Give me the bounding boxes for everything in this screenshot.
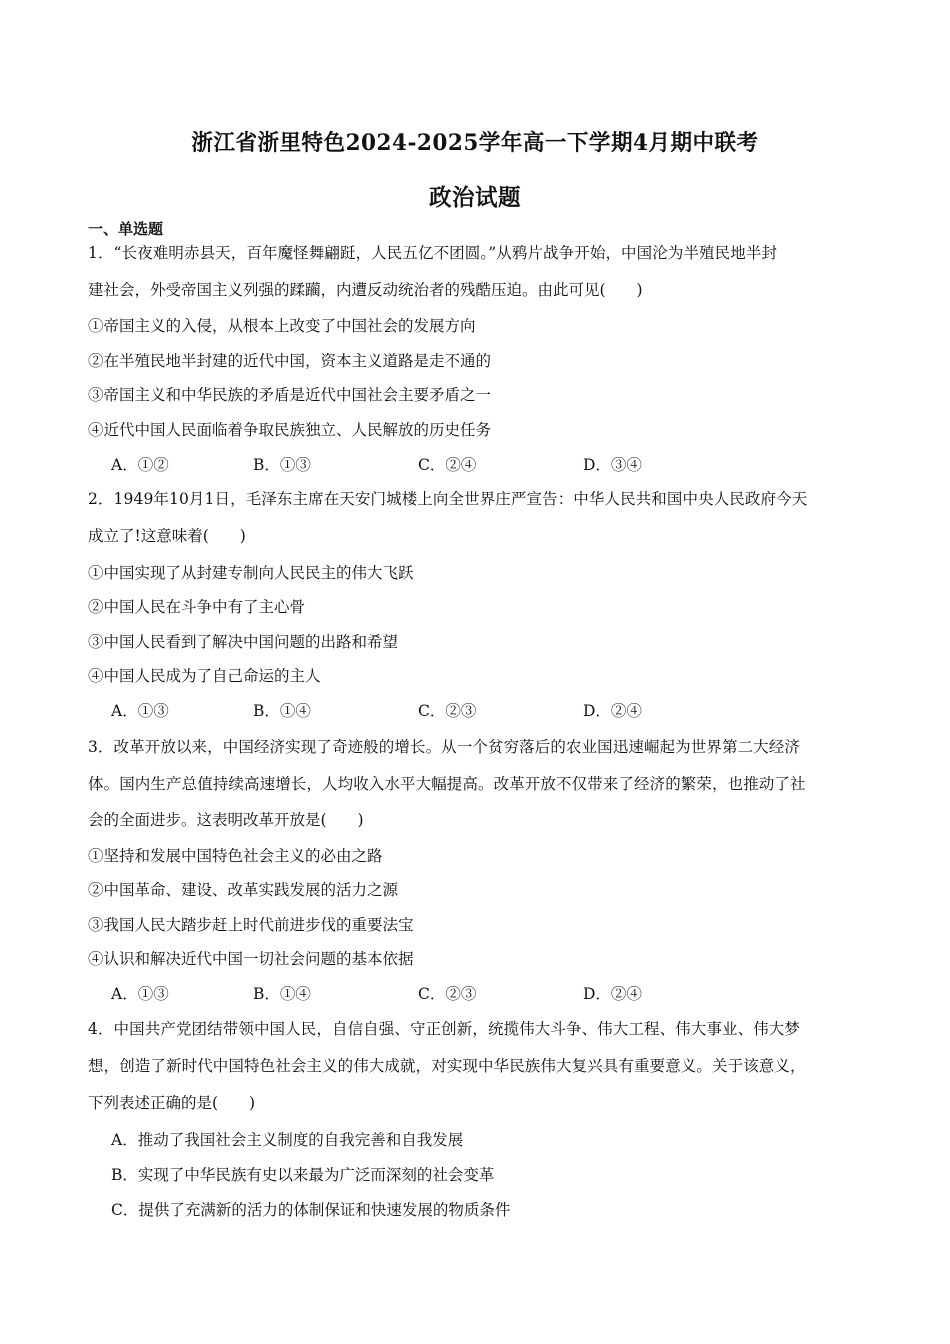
question-stem-line: 体。国内生产总值持续高速增长，人均收入水平大幅提高。改革开放不仅带来了经济的繁荣，也推动了社 — [88, 775, 806, 793]
choice-c: C．②③ — [418, 702, 477, 720]
question-stem-line: 会的全面进步。这表明改革开放是( ) — [88, 811, 364, 829]
statement: ①中国实现了从封建专制向人民民主的伟大飞跃 — [88, 564, 414, 582]
choice-a: A．①③ — [111, 702, 169, 720]
option-c: C．提供了充满新的活力的体制保证和快速发展的物质条件 — [111, 1201, 511, 1219]
statement: ②中国革命、建设、改革实践发展的活力之源 — [88, 881, 399, 899]
choice-b: B．①④ — [253, 702, 311, 720]
statement: ④近代中国人民面临着争取民族独立、人民解放的历史任务 — [88, 421, 492, 439]
exam-title: 浙江省浙里特色2024-2025学年高一下学期4月期中联考 — [191, 130, 759, 156]
question-stem-line: 2．1949年10月1日，毛泽东主席在天安门城楼上向全世界庄严宣告：中华人民共和国中央人民政府今天 — [88, 490, 808, 508]
choice-b: B．①④ — [253, 985, 311, 1003]
statement: ①帝国主义的入侵，从根本上改变了中国社会的发展方向 — [88, 317, 476, 335]
choice-c: C．②③ — [418, 985, 477, 1003]
exam-subtitle: 政治试题 — [428, 184, 522, 211]
choice-d: D．②④ — [583, 985, 642, 1003]
question-stem-line: 下列表述正确的是( ) — [88, 1094, 256, 1112]
statement: ③中国人民看到了解决中国问题的出路和希望 — [88, 633, 399, 651]
statement: ②中国人民在斗争中有了主心骨 — [88, 598, 306, 616]
option-a: A．推动了我国社会主义制度的自我完善和自我发展 — [111, 1131, 464, 1149]
statement: ③帝国主义和中华民族的矛盾是近代中国社会主要矛盾之一 — [88, 386, 492, 404]
statement: ①坚持和发展中国特色社会主义的必由之路 — [88, 847, 383, 865]
option-b: B．实现了中华民族有史以来最为广泛而深刻的社会变革 — [111, 1166, 495, 1184]
question-stem-line: 4．中国共产党团结带领中国人民，自信自强、守正创新，统揽伟大斗争、伟大工程、伟大事业、伟大梦 — [88, 1020, 800, 1038]
section-label: 一、单选题 — [88, 220, 164, 238]
statement: ②在半殖民地半封建的近代中国，资本主义道路是走不通的 — [88, 352, 492, 370]
choice-a: A．①② — [111, 456, 169, 474]
choice-d: D．②④ — [583, 702, 642, 720]
question-stem-line: 3．改革开放以来，中国经济实现了奇迹般的增长。从一个贫穷落后的农业国迅速崛起为世界第二大经济 — [88, 738, 800, 756]
choice-b: B．①③ — [253, 456, 311, 474]
statement: ④认识和解决近代中国一切社会问题的基本依据 — [88, 950, 414, 968]
choice-a: A．①③ — [111, 985, 169, 1003]
question-stem-line: 1．“长夜难明赤县天，百年魔怪舞翩跹，人民五亿不团圆。”从鸦片战争开始，中国沦为半殖民地半封 — [88, 244, 778, 262]
choice-c: C．②④ — [418, 456, 477, 474]
statement: ④中国人民成为了自己命运的主人 — [88, 667, 321, 685]
question-stem-line: 建社会，外受帝国主义列强的蹂躏，内遭反动统治者的残酷压迫。由此可见( ) — [88, 281, 643, 299]
question-stem-line: 想，创造了新时代中国特色社会主义的伟大成就，对实现中华民族伟大复兴具有重要意义。关于该意义， — [88, 1057, 806, 1075]
question-stem-line: 成立了!这意味着( ) — [88, 527, 246, 545]
statement: ③我国人民大踏步赶上时代前进步伐的重要法宝 — [88, 916, 414, 934]
choice-d: D．③④ — [583, 456, 642, 474]
